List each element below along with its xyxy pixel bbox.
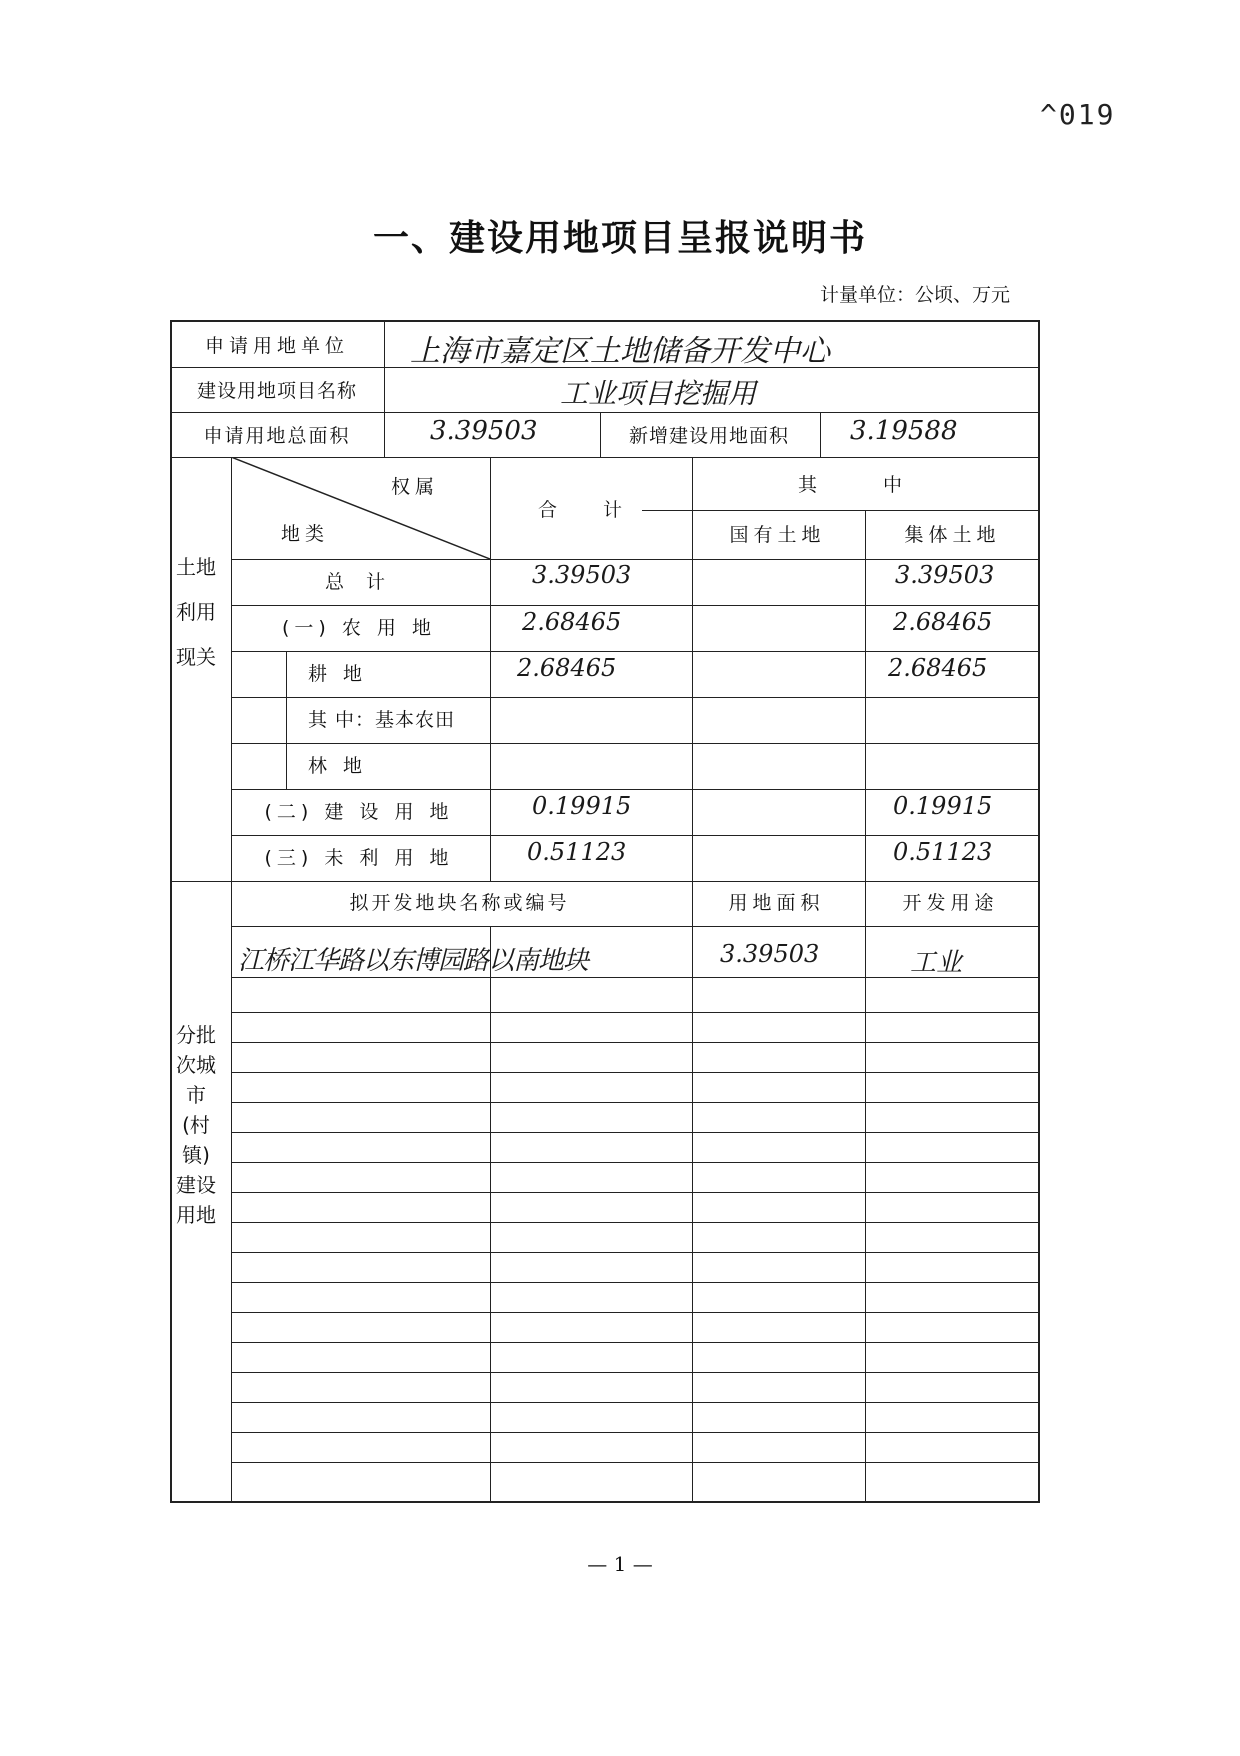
row-collective-value: 3.39503 bbox=[895, 561, 995, 589]
collective-header: 集体土地 bbox=[904, 523, 1001, 546]
land-use-side-label: 土地利用现关 bbox=[176, 555, 216, 669]
row-label: 其 中：基本农田 bbox=[308, 708, 456, 731]
project-name-value: 工业项目挖掘用 bbox=[560, 377, 757, 410]
area-header: 用地面积 bbox=[728, 892, 825, 914]
row-total-value: 0.19915 bbox=[532, 792, 632, 820]
row-total-value: 2.68465 bbox=[522, 608, 622, 636]
row-collective-value: 2.68465 bbox=[893, 608, 993, 636]
parcel-area-value: 3.39503 bbox=[720, 940, 820, 968]
row-label: (一) 农 用 地 bbox=[282, 616, 436, 639]
new-area-value: 3.19588 bbox=[850, 416, 958, 446]
project-name-label: 建设用地项目名称 bbox=[196, 380, 357, 402]
ownership-label: 权属 bbox=[390, 475, 439, 498]
row-total-value: 0.51123 bbox=[527, 838, 627, 866]
new-area-label: 新增建设用地面积 bbox=[628, 425, 789, 447]
parcel-name-value: 江桥江华路以东博园路以南地块 bbox=[238, 946, 589, 976]
parcel-use-value: 工业 bbox=[910, 948, 963, 978]
row-label: 耕 地 bbox=[308, 662, 368, 685]
parcel-header: 拟开发地块名称或编号 bbox=[349, 892, 570, 914]
applicant-value: 上海市嘉定区土地储备开发中心 bbox=[410, 334, 830, 369]
total-column-header: 合 计 bbox=[537, 498, 643, 521]
total-area-label: 申请用地总面积 bbox=[203, 425, 351, 447]
row-collective-value: 2.68465 bbox=[888, 654, 988, 682]
of-which-header: 其 中 bbox=[797, 473, 933, 496]
row-label: (二) 建 设 用 地 bbox=[264, 800, 454, 823]
land-type-label: 地类 bbox=[280, 522, 329, 545]
row-label: (三) 未 利 用 地 bbox=[264, 846, 454, 869]
page-title: 一、建设用地项目呈报说明书 bbox=[372, 218, 867, 259]
total-area-value: 3.39503 bbox=[430, 416, 538, 446]
row-total-value: 3.39503 bbox=[532, 561, 632, 589]
row-label: 总 计 bbox=[324, 570, 394, 593]
use-header: 开发用途 bbox=[902, 892, 999, 914]
row-collective-value: 0.51123 bbox=[893, 838, 993, 866]
batch-side-label: 分批次城市(村镇)建设用地 bbox=[176, 1023, 216, 1227]
footer-page-number: — 1 — bbox=[587, 1552, 653, 1576]
row-total-value: 2.68465 bbox=[517, 654, 617, 682]
page-stamp-number: ^019 bbox=[1040, 98, 1116, 131]
state-owned-header: 国有土地 bbox=[729, 523, 826, 546]
unit-note: 计量单位：公顷、万元 bbox=[820, 284, 1011, 306]
applicant-label: 申请用地单位 bbox=[204, 335, 349, 357]
row-label: 林 地 bbox=[308, 754, 368, 777]
row-collective-value: 0.19915 bbox=[893, 792, 993, 820]
